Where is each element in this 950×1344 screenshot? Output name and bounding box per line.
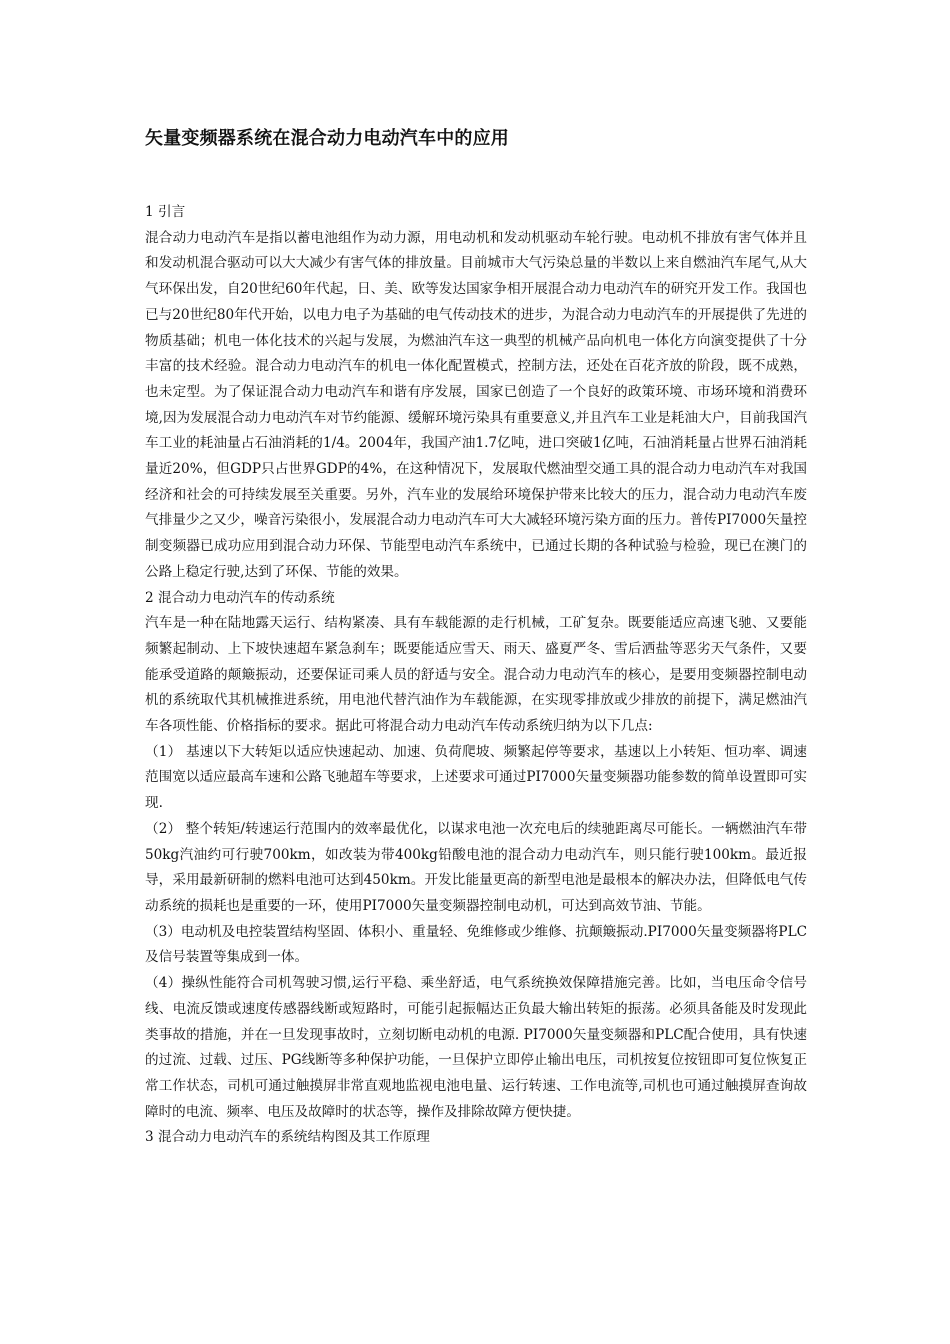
- list-item-3: （3）电动机及电控装置结构坚固、体积小、重量轻、免维修或少维修、抗颠簸振动.PI7000矢量变频器将PLC及信号装置等集成到一体。: [145, 923, 807, 966]
- document-title: 矢量变频器系统在混合动力电动汽车中的应用: [145, 128, 509, 149]
- list-item-2: （2） 整个转矩/转速运行范围内的效率最优化，以谋求电池一次充电后的续驰距离尽可能长。一辆燃油汽车带50kg汽油约可行驶700km，如改装为带400kg铅酸电池的混合动力电动汽车，则只能行驶100km。最近报导，采用最新研制的燃料电池可达到450km。开发比能量更高的新型电池是最根本的解决办法，但降低电气传动系统的损耗也是重要的一环，使用PI7000矢量变频器控制电动机，可达到高效节油、节能。: [145, 820, 807, 914]
- section-heading-3: 3 混合动力电动汽车的系统结构图及其工作原理: [145, 1129, 430, 1146]
- list-item-4: （4）操纵性能符合司机驾驶习惯,运行平稳、乘坐舒适，电气系统换效保障措施完善。比如，当电压命令信号线、电流反馈或速度传感器线断或短路时，可能引起振幅达正负最大输出转矩的振荡。必须具备能及时发现此类事故的措施，并在一旦发现事故时，立刻切断电动机的电源. PI7000矢量变频器和PLC配合使用，具有快速的过流、过载、过压、PG线断等多种保护功能，一旦保护立即停止输出电压，司机按复位按钮即可复位恢复正常工作状态，司机可通过触摸屏非常直观地监视电池电量、运行转速、工作电流等,司机也可通过触摸屏查询故障时的电流、频率、电压及故障时的状态等，操作及排除故障方便快捷。: [145, 975, 807, 1120]
- document-body: [145, 200, 807, 1151]
- paragraph-intro: 混合动力电动汽车是指以蓄电池组作为动力源，用电动机和发动机驱动车轮行驶。电动机不排放有害气体并且和发动机混合驱动可以大大减少有害气体的排放量。目前城市大气污染总量的半数以上来自燃油汽车尾气,从大气环保出发，自20世纪60年代起，日、美、欧等发达国家争相开展混合动力电动汽车的研究开发工作。我国也已与20世纪80年代开始，以电力电子为基础的电气传动技术的进步，为混合动力电动汽车的开展提供了先进的物质基础；机电一体化技术的兴起与发展，为燃油汽车这一典型的机械产品向机电一体化方向演变提供了十分丰富的技术经验。混合动力电动汽车的机电一体化配置模式，控制方法，还处在百花齐放的阶段，既不成熟，也未定型。为了保证混合动力电动汽车和谐有序发展，国家已创造了一个良好的政策环境、市场环境和消费环境,因为发展混合动力电动汽车对节约能源、缓解环境污染具有重要意义,并且汽车工业是耗油大户，目前我国汽车工业的耗油量占石油消耗的1/4。2004年，我国产油1.7亿吨，进口突破1亿吨，石油消耗量占世界石油消耗量近20%，但GDP只占世界GDP的4%，在这种情况下，发展取代燃油型交通工具的混合动力电动汽车对我国经济和社会的可持续发展至关重要。另外，汽车业的发展给环境保护带来比较大的压力，混合动力电动汽车废气排量少之又少，噪音污染很小，发展混合动力电动汽车可大大减轻环境污染方面的压力。普传PI7000矢量控制变频器已成功应用到混合动力环保、节能型电动汽车系统中，已通过长期的各种试验与检验，现已在澳门的公路上稳定行驶,达到了环保、节能的效果。: [145, 229, 807, 580]
- paragraph-drive-system: 汽车是一种在陆地露天运行、结构紧凑、具有车载能源的走行机械，工矿复杂。既要能适应高速飞驰、又要能频繁起制动、上下坡快速超车紧急刹车；既要能适应雪天、雨天、盛夏严冬、雪后洒盐等恶劣天气条件，又要能承受道路的颠簸振动，还要保证司乘人员的舒适与安全。混合动力电动汽车的核心，是要用变频器控制电动机的系统取代其机械推进系统，用电池代替汽油作为车载能源，在实现零排放或少排放的前提下，满足燃油汽车各项性能、价格指标的要求。据此可将混合动力电动汽车传动系统归纳为以下几点:: [145, 615, 807, 735]
- section-heading-1: 1 引言: [145, 204, 186, 220]
- list-item-1: （1） 基速以下大转矩以适应快速起动、加速、负荷爬坡、频繁起停等要求，基速以上小转矩、恒功率、调速范围宽以适应最高车速和公路飞驰超车等要求，上述要求可通过PI7000矢量变频器功能参数的简单设置即可实现.: [145, 743, 807, 812]
- section-heading-2: 2 混合动力电动汽车的传动系统: [145, 589, 335, 606]
